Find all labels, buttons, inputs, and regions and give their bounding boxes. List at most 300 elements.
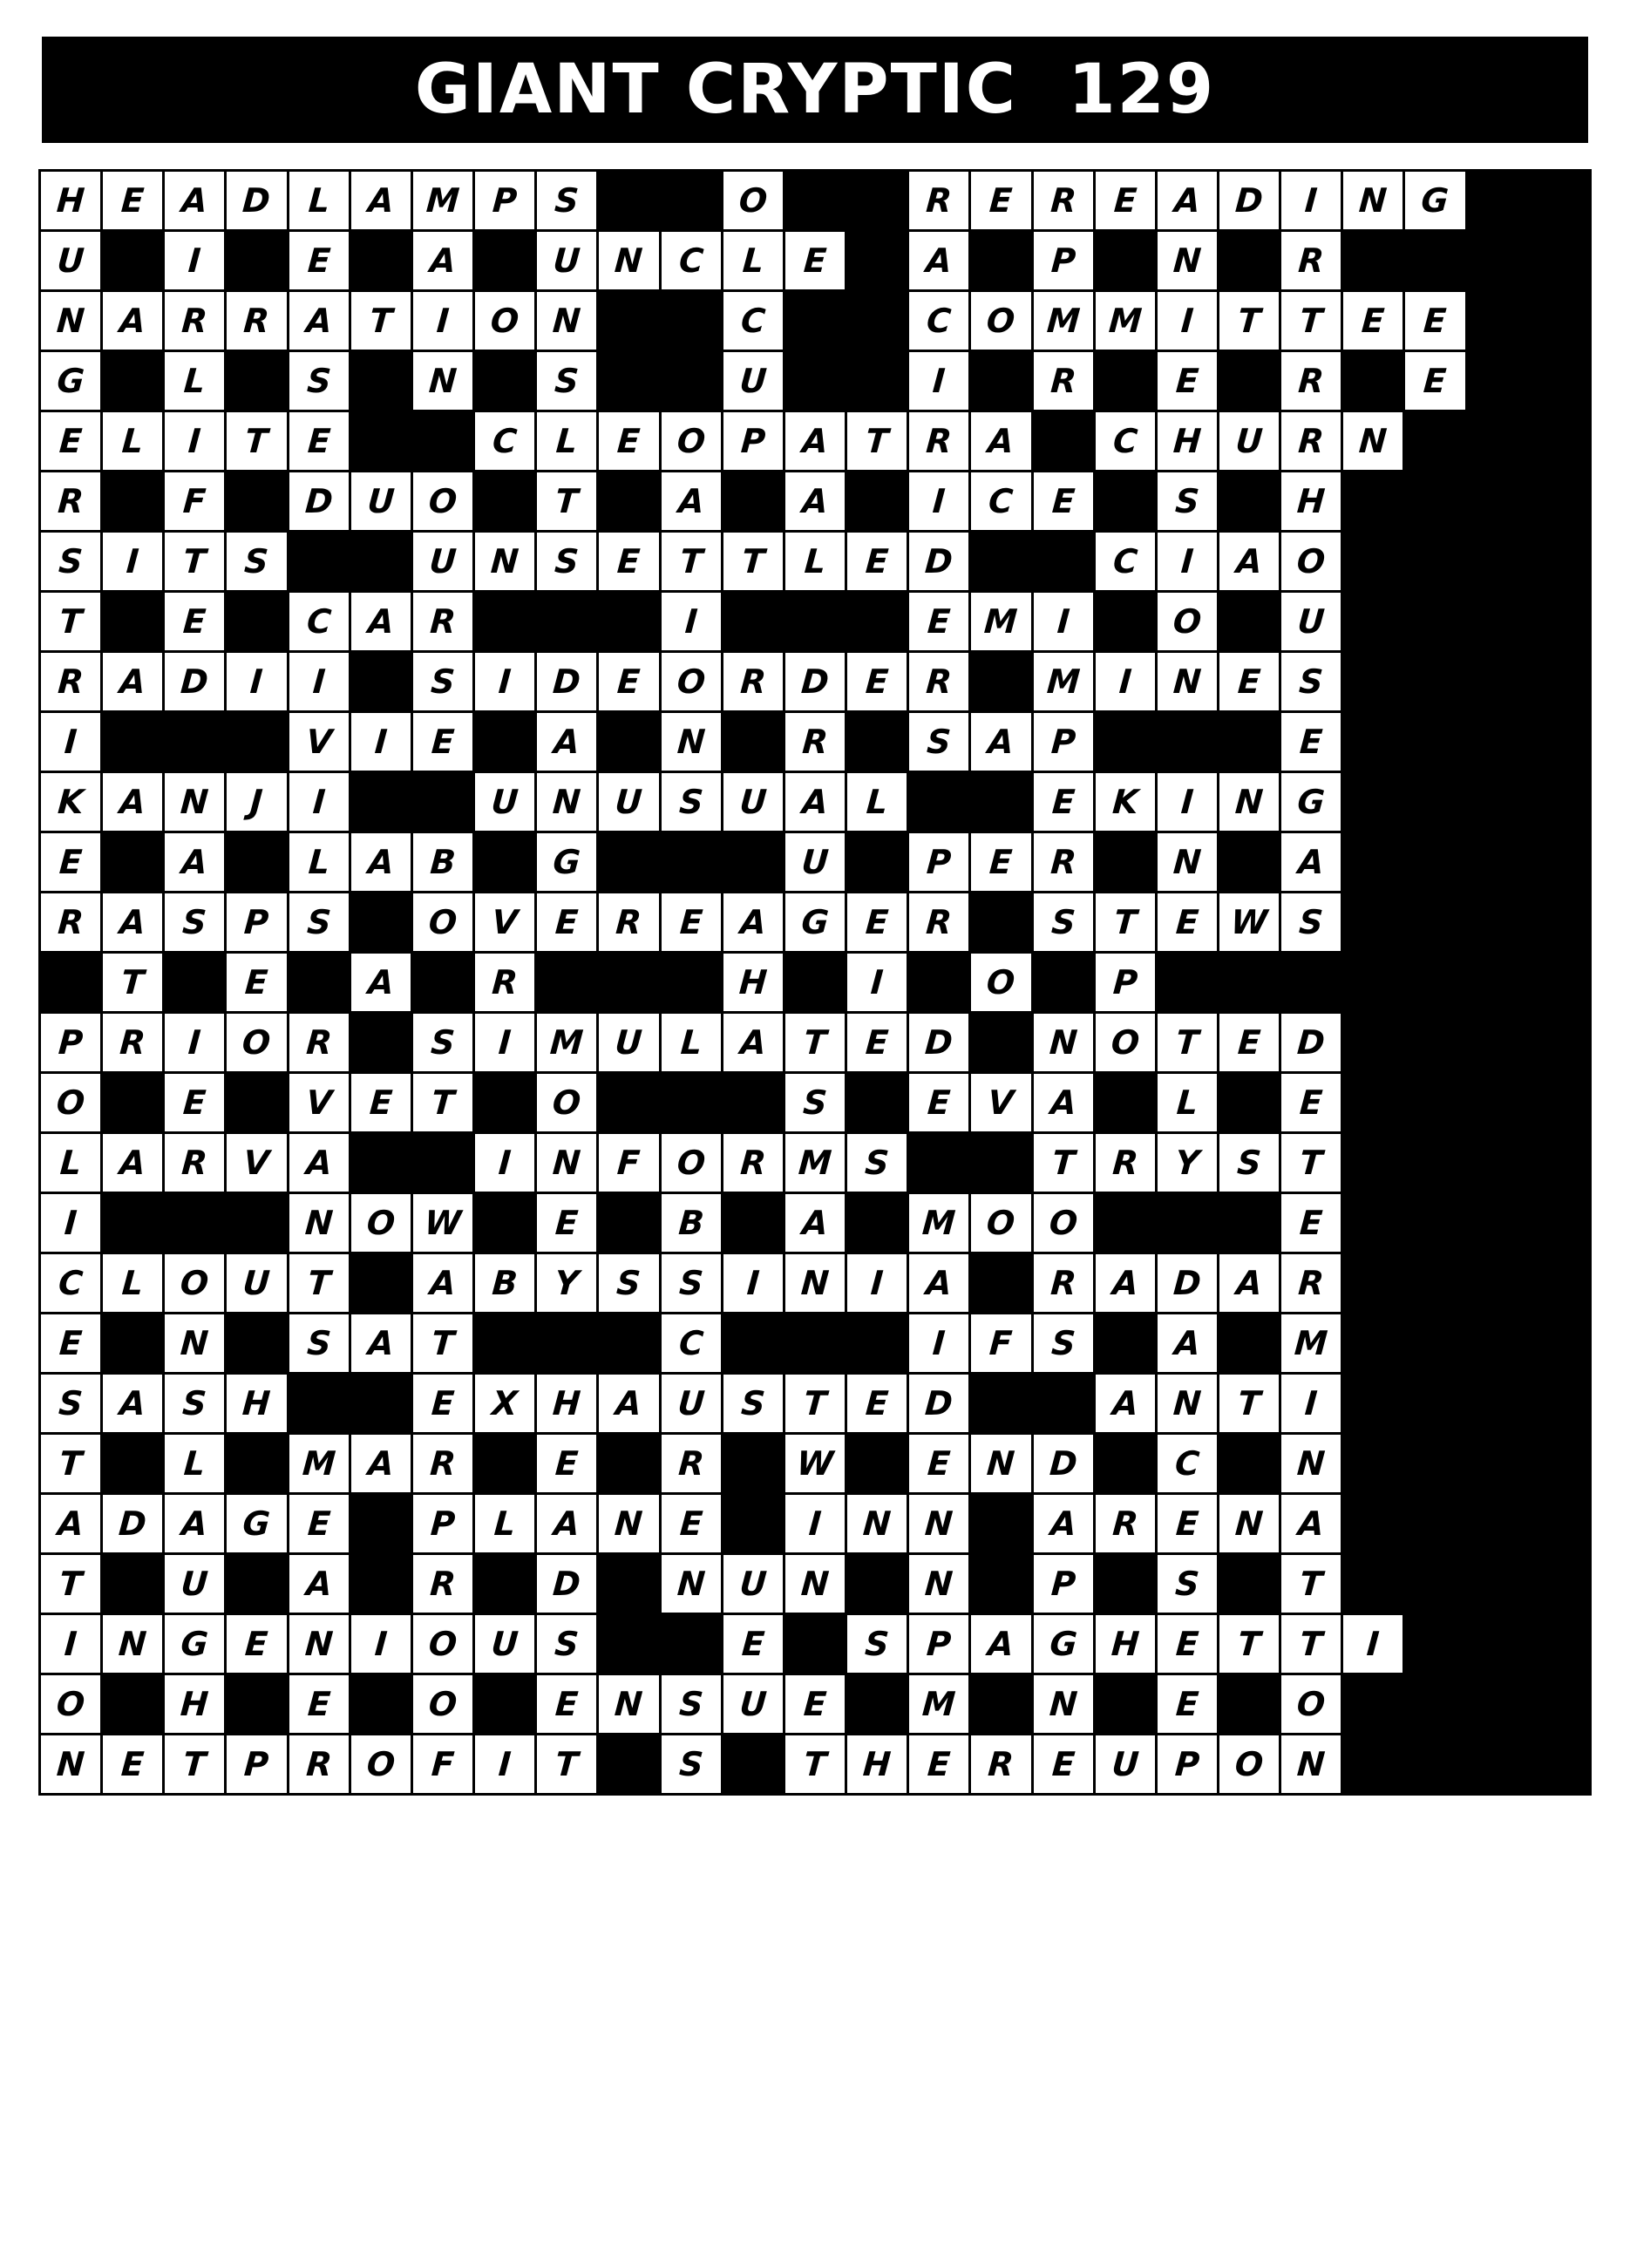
- grid-cell-letter[interactable]: [350, 1614, 411, 1674]
- grid-cell-letter[interactable]: [598, 1133, 660, 1193]
- grid-cell-letter[interactable]: [1032, 772, 1094, 832]
- grid-cell-letter[interactable]: [1280, 592, 1342, 652]
- grid-cell-letter[interactable]: [970, 291, 1032, 351]
- grid-cell-letter[interactable]: [536, 532, 598, 592]
- grid-cell-letter[interactable]: [1280, 772, 1342, 832]
- grid-cell-letter[interactable]: [908, 1314, 970, 1374]
- grid-cell-letter[interactable]: [1280, 1614, 1342, 1674]
- grid-cell-letter[interactable]: [1032, 1554, 1094, 1614]
- grid-cell-letter[interactable]: [164, 1374, 226, 1434]
- grid-cell-letter[interactable]: [1280, 1133, 1342, 1193]
- grid-cell-letter[interactable]: [474, 1614, 536, 1674]
- grid-cell-letter[interactable]: [908, 832, 970, 893]
- grid-cell-letter[interactable]: [288, 1013, 350, 1073]
- grid-cell-letter[interactable]: [1218, 411, 1280, 472]
- grid-cell-letter[interactable]: [908, 1494, 970, 1554]
- grid-cell-letter[interactable]: [1280, 712, 1342, 772]
- grid-cell-letter[interactable]: [226, 1614, 288, 1674]
- grid-cell-letter[interactable]: [411, 1253, 473, 1314]
- grid-cell-letter[interactable]: [226, 772, 288, 832]
- grid-cell-letter[interactable]: [474, 291, 536, 351]
- grid-cell-letter[interactable]: [226, 171, 288, 231]
- grid-cell-letter[interactable]: [784, 893, 846, 953]
- grid-cell-letter[interactable]: [40, 592, 102, 652]
- grid-cell-letter[interactable]: [1032, 1434, 1094, 1494]
- grid-cell-letter[interactable]: [536, 291, 598, 351]
- grid-cell-letter[interactable]: [226, 652, 288, 712]
- grid-cell-letter[interactable]: [722, 772, 784, 832]
- grid-cell-letter[interactable]: [908, 1193, 970, 1253]
- grid-cell-letter[interactable]: [970, 1735, 1032, 1795]
- grid-cell-letter[interactable]: [164, 291, 226, 351]
- grid-cell-letter[interactable]: [598, 1674, 660, 1735]
- grid-cell-letter[interactable]: [288, 592, 350, 652]
- grid-cell-letter[interactable]: [536, 171, 598, 231]
- grid-cell-letter[interactable]: [226, 893, 288, 953]
- grid-cell-letter[interactable]: [164, 592, 226, 652]
- grid-cell-letter[interactable]: [1156, 1133, 1218, 1193]
- grid-cell-letter[interactable]: [1032, 231, 1094, 291]
- grid-cell-letter[interactable]: [102, 1013, 164, 1073]
- grid-cell-letter[interactable]: [1280, 532, 1342, 592]
- grid-cell-letter[interactable]: [1094, 652, 1156, 712]
- grid-cell-letter[interactable]: [1094, 953, 1156, 1013]
- grid-cell-letter[interactable]: [536, 1494, 598, 1554]
- grid-cell-letter[interactable]: [598, 772, 660, 832]
- grid-cell-letter[interactable]: [226, 1013, 288, 1073]
- grid-cell-letter[interactable]: [660, 1193, 722, 1253]
- grid-cell-letter[interactable]: [722, 652, 784, 712]
- grid-cell-letter[interactable]: [908, 1735, 970, 1795]
- grid-cell-letter[interactable]: [536, 351, 598, 411]
- grid-cell-letter[interactable]: [1156, 1073, 1218, 1133]
- grid-cell-letter[interactable]: [1094, 1374, 1156, 1434]
- grid-cell-letter[interactable]: [536, 1614, 598, 1674]
- grid-cell-letter[interactable]: [846, 1133, 908, 1193]
- grid-cell-letter[interactable]: [102, 291, 164, 351]
- grid-cell-letter[interactable]: [1156, 1314, 1218, 1374]
- grid-cell-letter[interactable]: [660, 1133, 722, 1193]
- grid-cell-letter[interactable]: [970, 592, 1032, 652]
- grid-cell-letter[interactable]: [908, 231, 970, 291]
- grid-cell-letter[interactable]: [536, 1013, 598, 1073]
- grid-cell-letter[interactable]: [1280, 351, 1342, 411]
- grid-cell-letter[interactable]: [164, 772, 226, 832]
- grid-cell-letter[interactable]: [784, 1735, 846, 1795]
- grid-cell-letter[interactable]: [784, 1494, 846, 1554]
- grid-cell-letter[interactable]: [1156, 1374, 1218, 1434]
- grid-cell-letter[interactable]: [908, 291, 970, 351]
- grid-cell-letter[interactable]: [908, 1253, 970, 1314]
- grid-cell-letter[interactable]: [846, 652, 908, 712]
- grid-cell-letter[interactable]: [226, 1133, 288, 1193]
- grid-cell-letter[interactable]: [660, 592, 722, 652]
- grid-cell-letter[interactable]: [164, 1073, 226, 1133]
- grid-cell-letter[interactable]: [908, 592, 970, 652]
- grid-cell-letter[interactable]: [1094, 1133, 1156, 1193]
- grid-cell-letter[interactable]: [102, 1253, 164, 1314]
- grid-cell-letter[interactable]: [102, 1494, 164, 1554]
- grid-cell-letter[interactable]: [226, 1253, 288, 1314]
- grid-cell-letter[interactable]: [660, 1494, 722, 1554]
- grid-cell-letter[interactable]: [722, 411, 784, 472]
- grid-cell-letter[interactable]: [536, 1735, 598, 1795]
- grid-cell-letter[interactable]: [1156, 532, 1218, 592]
- grid-cell-letter[interactable]: [40, 1674, 102, 1735]
- grid-cell-letter[interactable]: [164, 1314, 226, 1374]
- grid-cell-letter[interactable]: [1280, 832, 1342, 893]
- grid-cell-letter[interactable]: [1218, 772, 1280, 832]
- grid-cell-letter[interactable]: [784, 652, 846, 712]
- grid-cell-letter[interactable]: [722, 351, 784, 411]
- grid-cell-letter[interactable]: [970, 1314, 1032, 1374]
- grid-cell-letter[interactable]: [908, 472, 970, 532]
- grid-cell-letter[interactable]: [40, 231, 102, 291]
- grid-cell-letter[interactable]: [784, 472, 846, 532]
- grid-cell-letter[interactable]: [1156, 772, 1218, 832]
- grid-cell-letter[interactable]: [536, 1554, 598, 1614]
- grid-cell-letter[interactable]: [722, 1674, 784, 1735]
- grid-cell-letter[interactable]: [970, 1614, 1032, 1674]
- grid-cell-letter[interactable]: [1032, 832, 1094, 893]
- grid-cell-letter[interactable]: [722, 532, 784, 592]
- grid-cell-letter[interactable]: [1156, 592, 1218, 652]
- grid-cell-letter[interactable]: [660, 1314, 722, 1374]
- grid-cell-letter[interactable]: [1404, 291, 1466, 351]
- grid-cell-letter[interactable]: [350, 953, 411, 1013]
- grid-cell-letter[interactable]: [411, 652, 473, 712]
- grid-cell-letter[interactable]: [288, 832, 350, 893]
- grid-cell-letter[interactable]: [784, 1133, 846, 1193]
- grid-cell-letter[interactable]: [474, 1013, 536, 1073]
- grid-cell-letter[interactable]: [970, 171, 1032, 231]
- grid-cell-letter[interactable]: [288, 1193, 350, 1253]
- grid-cell-letter[interactable]: [1280, 1013, 1342, 1073]
- grid-cell-letter[interactable]: [474, 1494, 536, 1554]
- grid-cell-letter[interactable]: [288, 231, 350, 291]
- grid-cell-letter[interactable]: [1280, 652, 1342, 712]
- grid-cell-letter[interactable]: [1218, 652, 1280, 712]
- grid-cell-letter[interactable]: [40, 712, 102, 772]
- grid-cell-letter[interactable]: [411, 832, 473, 893]
- grid-cell-letter[interactable]: [660, 1434, 722, 1494]
- grid-cell-letter[interactable]: [1032, 592, 1094, 652]
- grid-cell-letter[interactable]: [411, 1554, 473, 1614]
- grid-cell-letter[interactable]: [660, 1013, 722, 1073]
- grid-cell-letter[interactable]: [1218, 1374, 1280, 1434]
- grid-cell-letter[interactable]: [226, 532, 288, 592]
- grid-cell-letter[interactable]: [536, 893, 598, 953]
- grid-cell-letter[interactable]: [660, 411, 722, 472]
- grid-cell-letter[interactable]: [40, 772, 102, 832]
- grid-cell-letter[interactable]: [1280, 291, 1342, 351]
- grid-cell-letter[interactable]: [411, 1013, 473, 1073]
- grid-cell-letter[interactable]: [164, 1554, 226, 1614]
- grid-cell-letter[interactable]: [164, 351, 226, 411]
- grid-cell-letter[interactable]: [164, 1674, 226, 1735]
- grid-cell-letter[interactable]: [102, 1374, 164, 1434]
- grid-cell-letter[interactable]: [908, 712, 970, 772]
- grid-cell-letter[interactable]: [1156, 231, 1218, 291]
- grid-cell-letter[interactable]: [1280, 1434, 1342, 1494]
- grid-cell-letter[interactable]: [536, 712, 598, 772]
- grid-cell-letter[interactable]: [846, 1253, 908, 1314]
- grid-cell-letter[interactable]: [40, 411, 102, 472]
- grid-cell-letter[interactable]: [598, 893, 660, 953]
- grid-cell-letter[interactable]: [1218, 171, 1280, 231]
- grid-cell-letter[interactable]: [908, 893, 970, 953]
- grid-cell-letter[interactable]: [970, 1434, 1032, 1494]
- grid-cell-letter[interactable]: [474, 1133, 536, 1193]
- grid-cell-letter[interactable]: [226, 1374, 288, 1434]
- grid-cell-letter[interactable]: [164, 472, 226, 532]
- grid-cell-letter[interactable]: [411, 1494, 473, 1554]
- grid-cell-letter[interactable]: [1218, 532, 1280, 592]
- grid-cell-letter[interactable]: [536, 1253, 598, 1314]
- grid-cell-letter[interactable]: [1032, 1133, 1094, 1193]
- grid-cell-letter[interactable]: [722, 1133, 784, 1193]
- grid-cell-letter[interactable]: [40, 1073, 102, 1133]
- grid-cell-letter[interactable]: [722, 1253, 784, 1314]
- grid-cell-letter[interactable]: [164, 652, 226, 712]
- grid-cell-letter[interactable]: [288, 893, 350, 953]
- grid-cell-letter[interactable]: [722, 291, 784, 351]
- grid-cell-letter[interactable]: [660, 893, 722, 953]
- grid-cell-letter[interactable]: [722, 171, 784, 231]
- grid-cell-letter[interactable]: [350, 472, 411, 532]
- grid-cell-letter[interactable]: [164, 411, 226, 472]
- grid-cell-letter[interactable]: [536, 652, 598, 712]
- grid-cell-letter[interactable]: [350, 291, 411, 351]
- grid-cell-letter[interactable]: [40, 351, 102, 411]
- grid-cell-letter[interactable]: [660, 231, 722, 291]
- grid-cell-letter[interactable]: [102, 1735, 164, 1795]
- grid-cell-letter[interactable]: [1094, 1253, 1156, 1314]
- grid-cell-letter[interactable]: [164, 532, 226, 592]
- grid-cell-letter[interactable]: [1156, 291, 1218, 351]
- grid-cell-letter[interactable]: [660, 1374, 722, 1434]
- grid-cell-letter[interactable]: [784, 712, 846, 772]
- grid-cell-letter[interactable]: [102, 953, 164, 1013]
- grid-cell-letter[interactable]: [350, 1735, 411, 1795]
- grid-cell-letter[interactable]: [1218, 291, 1280, 351]
- grid-cell-letter[interactable]: [40, 1133, 102, 1193]
- grid-cell-letter[interactable]: [1218, 1133, 1280, 1193]
- grid-cell-letter[interactable]: [908, 1554, 970, 1614]
- grid-cell-letter[interactable]: [1342, 411, 1404, 472]
- grid-cell-letter[interactable]: [846, 953, 908, 1013]
- grid-cell-letter[interactable]: [474, 171, 536, 231]
- grid-cell-letter[interactable]: [40, 291, 102, 351]
- grid-cell-letter[interactable]: [1280, 411, 1342, 472]
- grid-cell-letter[interactable]: [846, 772, 908, 832]
- grid-cell-letter[interactable]: [411, 472, 473, 532]
- grid-cell-letter[interactable]: [1156, 1674, 1218, 1735]
- grid-cell-letter[interactable]: [846, 1013, 908, 1073]
- grid-cell-letter[interactable]: [722, 1614, 784, 1674]
- grid-cell-letter[interactable]: [1032, 712, 1094, 772]
- grid-cell-letter[interactable]: [102, 772, 164, 832]
- grid-cell-letter[interactable]: [1032, 171, 1094, 231]
- grid-cell-letter[interactable]: [598, 1374, 660, 1434]
- grid-cell-letter[interactable]: [164, 1735, 226, 1795]
- grid-cell-letter[interactable]: [40, 1434, 102, 1494]
- grid-cell-letter[interactable]: [1218, 1253, 1280, 1314]
- grid-cell-letter[interactable]: [40, 1554, 102, 1614]
- grid-cell-letter[interactable]: [350, 592, 411, 652]
- grid-cell-letter[interactable]: [226, 1494, 288, 1554]
- grid-cell-letter[interactable]: [1404, 351, 1466, 411]
- grid-cell-letter[interactable]: [40, 1013, 102, 1073]
- grid-cell-letter[interactable]: [40, 1374, 102, 1434]
- grid-cell-letter[interactable]: [164, 1133, 226, 1193]
- grid-cell-letter[interactable]: [1032, 1073, 1094, 1133]
- grid-cell-letter[interactable]: [40, 1735, 102, 1795]
- grid-cell-letter[interactable]: [288, 772, 350, 832]
- grid-cell-letter[interactable]: [288, 1133, 350, 1193]
- grid-cell-letter[interactable]: [660, 1735, 722, 1795]
- grid-cell-letter[interactable]: [40, 652, 102, 712]
- grid-cell-letter[interactable]: [102, 171, 164, 231]
- grid-cell-letter[interactable]: [102, 652, 164, 712]
- grid-cell-letter[interactable]: [846, 411, 908, 472]
- grid-cell-letter[interactable]: [908, 1614, 970, 1674]
- grid-cell-letter[interactable]: [288, 411, 350, 472]
- grid-cell-letter[interactable]: [784, 1193, 846, 1253]
- grid-cell-letter[interactable]: [164, 1013, 226, 1073]
- grid-cell-letter[interactable]: [1280, 1374, 1342, 1434]
- grid-cell-letter[interactable]: [40, 1614, 102, 1674]
- grid-cell-letter[interactable]: [784, 1674, 846, 1735]
- grid-cell-letter[interactable]: [1156, 1253, 1218, 1314]
- grid-cell-letter[interactable]: [536, 411, 598, 472]
- grid-cell-letter[interactable]: [784, 1073, 846, 1133]
- grid-cell-letter[interactable]: [288, 1314, 350, 1374]
- grid-cell-letter[interactable]: [102, 411, 164, 472]
- grid-cell-letter[interactable]: [660, 532, 722, 592]
- grid-cell-letter[interactable]: [1218, 1735, 1280, 1795]
- grid-cell-letter[interactable]: [970, 1193, 1032, 1253]
- grid-cell-letter[interactable]: [164, 832, 226, 893]
- grid-cell-letter[interactable]: [1032, 472, 1094, 532]
- grid-cell-letter[interactable]: [1094, 171, 1156, 231]
- grid-cell-letter[interactable]: [411, 1374, 473, 1434]
- grid-cell-letter[interactable]: [784, 1434, 846, 1494]
- grid-cell-letter[interactable]: [1156, 1554, 1218, 1614]
- grid-cell-letter[interactable]: [1032, 652, 1094, 712]
- grid-cell-letter[interactable]: [288, 1073, 350, 1133]
- grid-cell-letter[interactable]: [1280, 171, 1342, 231]
- grid-cell-letter[interactable]: [908, 1374, 970, 1434]
- grid-cell-letter[interactable]: [660, 652, 722, 712]
- grid-cell-letter[interactable]: [102, 1133, 164, 1193]
- grid-cell-letter[interactable]: [660, 472, 722, 532]
- grid-cell-letter[interactable]: [1094, 411, 1156, 472]
- grid-cell-letter[interactable]: [908, 1013, 970, 1073]
- grid-cell-letter[interactable]: [1280, 1674, 1342, 1735]
- grid-cell-letter[interactable]: [908, 1073, 970, 1133]
- grid-cell-letter[interactable]: [1032, 1674, 1094, 1735]
- grid-cell-letter[interactable]: [536, 1674, 598, 1735]
- grid-cell-letter[interactable]: [660, 1253, 722, 1314]
- grid-cell-letter[interactable]: [350, 712, 411, 772]
- grid-cell-letter[interactable]: [722, 1374, 784, 1434]
- grid-cell-letter[interactable]: [598, 411, 660, 472]
- grid-cell-letter[interactable]: [474, 532, 536, 592]
- grid-cell-letter[interactable]: [411, 1614, 473, 1674]
- grid-cell-letter[interactable]: [536, 1073, 598, 1133]
- grid-cell-letter[interactable]: [660, 772, 722, 832]
- grid-cell-letter[interactable]: [411, 231, 473, 291]
- grid-cell-letter[interactable]: [1156, 1735, 1218, 1795]
- grid-cell-letter[interactable]: [784, 532, 846, 592]
- grid-cell-letter[interactable]: [411, 1674, 473, 1735]
- grid-cell-letter[interactable]: [288, 1554, 350, 1614]
- grid-cell-letter[interactable]: [536, 1374, 598, 1434]
- grid-cell-letter[interactable]: [411, 1735, 473, 1795]
- grid-cell-letter[interactable]: [846, 1614, 908, 1674]
- grid-cell-letter[interactable]: [970, 953, 1032, 1013]
- grid-cell-letter[interactable]: [1094, 532, 1156, 592]
- grid-cell-letter[interactable]: [1156, 351, 1218, 411]
- grid-cell-letter[interactable]: [1218, 1013, 1280, 1073]
- grid-cell-letter[interactable]: [536, 772, 598, 832]
- grid-cell-letter[interactable]: [350, 1434, 411, 1494]
- grid-cell-letter[interactable]: [784, 1253, 846, 1314]
- grid-cell-letter[interactable]: [598, 1494, 660, 1554]
- grid-cell-letter[interactable]: [970, 472, 1032, 532]
- grid-cell-letter[interactable]: [288, 712, 350, 772]
- grid-cell-letter[interactable]: [722, 893, 784, 953]
- grid-cell-letter[interactable]: [164, 171, 226, 231]
- grid-cell-letter[interactable]: [1280, 1253, 1342, 1314]
- grid-cell-letter[interactable]: [846, 532, 908, 592]
- grid-cell-letter[interactable]: [1156, 832, 1218, 893]
- grid-cell-letter[interactable]: [1218, 893, 1280, 953]
- grid-cell-letter[interactable]: [474, 772, 536, 832]
- grid-cell-letter[interactable]: [350, 171, 411, 231]
- grid-cell-letter[interactable]: [1218, 1494, 1280, 1554]
- grid-cell-letter[interactable]: [1094, 893, 1156, 953]
- grid-cell-letter[interactable]: [411, 171, 473, 231]
- grid-cell-letter[interactable]: [474, 1735, 536, 1795]
- grid-cell-letter[interactable]: [846, 893, 908, 953]
- grid-cell-letter[interactable]: [1032, 351, 1094, 411]
- grid-cell-letter[interactable]: [411, 712, 473, 772]
- grid-cell-letter[interactable]: [411, 592, 473, 652]
- grid-cell-letter[interactable]: [660, 1554, 722, 1614]
- grid-cell-letter[interactable]: [350, 832, 411, 893]
- grid-cell-letter[interactable]: [1032, 1193, 1094, 1253]
- grid-cell-letter[interactable]: [598, 532, 660, 592]
- grid-cell-letter[interactable]: [722, 1554, 784, 1614]
- grid-cell-letter[interactable]: [1342, 171, 1404, 231]
- grid-cell-letter[interactable]: [1032, 1314, 1094, 1374]
- grid-cell-letter[interactable]: [350, 1073, 411, 1133]
- grid-cell-letter[interactable]: [1280, 1073, 1342, 1133]
- grid-cell-letter[interactable]: [288, 472, 350, 532]
- grid-cell-letter[interactable]: [598, 1013, 660, 1073]
- grid-cell-letter[interactable]: [846, 1374, 908, 1434]
- grid-cell-letter[interactable]: [288, 1494, 350, 1554]
- grid-cell-letter[interactable]: [40, 1193, 102, 1253]
- grid-cell-letter[interactable]: [722, 953, 784, 1013]
- grid-cell-letter[interactable]: [536, 472, 598, 532]
- grid-cell-letter[interactable]: [598, 1253, 660, 1314]
- grid-cell-letter[interactable]: [722, 231, 784, 291]
- grid-cell-letter[interactable]: [1404, 171, 1466, 231]
- grid-cell-letter[interactable]: [411, 351, 473, 411]
